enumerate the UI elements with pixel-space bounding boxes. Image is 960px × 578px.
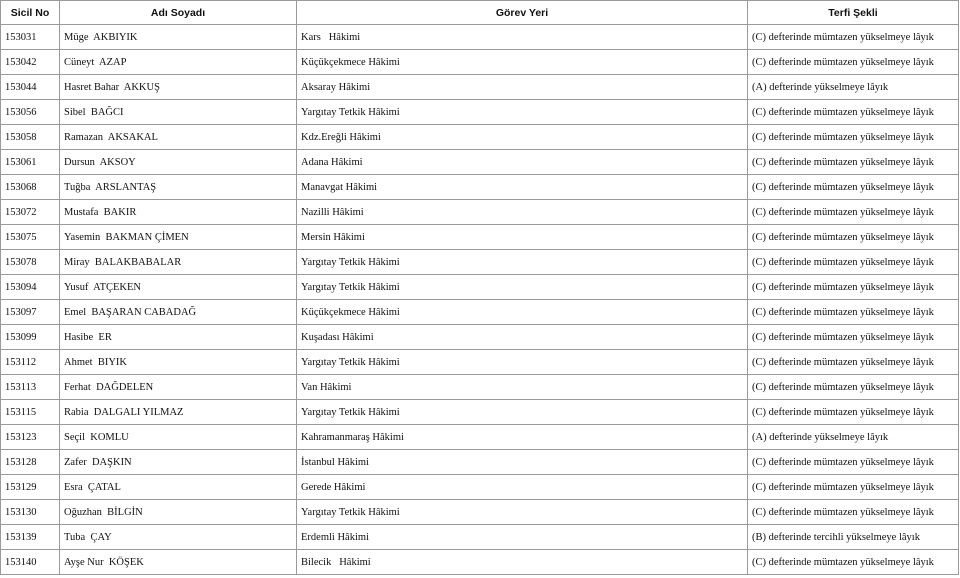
table-row xyxy=(1,25,959,50)
table-row xyxy=(1,400,959,425)
table-row xyxy=(1,100,959,125)
cell-name: Zafer DAŞKIN xyxy=(60,450,297,475)
cell-terfi-sekli: (C) defterinde mümtazen yükselmeye lâyık xyxy=(748,500,959,525)
cell-name: Sibel BAĞCI xyxy=(60,100,297,125)
cell-terfi-sekli: (C) defterinde mümtazen yükselmeye lâyık xyxy=(748,250,959,275)
cell-sicil-no: 153140 xyxy=(1,550,60,575)
cell-gorev-yeri: Küçükçekmece Hâkimi xyxy=(297,300,748,325)
table-row xyxy=(1,175,959,200)
table-row xyxy=(1,375,959,400)
cell-gorev-yeri: Kars Hâkimi xyxy=(297,25,748,50)
table-row xyxy=(1,200,959,225)
table-header xyxy=(1,1,959,25)
cell-terfi-sekli: (C) defterinde mümtazen yükselmeye lâyık xyxy=(748,225,959,250)
cell-name: Ahmet BIYIK xyxy=(60,350,297,375)
cell-gorev-yeri: Küçükçekmece Hâkimi xyxy=(297,50,748,75)
cell-name: Müge AKBIYIK xyxy=(60,25,297,50)
cell-gorev-yeri: Yargıtay Tetkik Hâkimi xyxy=(297,400,748,425)
table-row xyxy=(1,525,959,550)
table-row xyxy=(1,475,959,500)
cell-terfi-sekli: (C) defterinde mümtazen yükselmeye lâyık xyxy=(748,125,959,150)
cell-terfi-sekli: (C) defterinde mümtazen yükselmeye lâyık xyxy=(748,300,959,325)
cell-gorev-yeri: Yargıtay Tetkik Hâkimi xyxy=(297,500,748,525)
cell-name: Seçil KOMLU xyxy=(60,425,297,450)
cell-sicil-no: 153075 xyxy=(1,225,60,250)
cell-gorev-yeri: Van Hâkimi xyxy=(297,375,748,400)
table-row xyxy=(1,300,959,325)
header-terfi-sekli: Terfi Şekli xyxy=(748,1,959,25)
cell-terfi-sekli: (C) defterinde mümtazen yükselmeye lâyık xyxy=(748,150,959,175)
cell-sicil-no: 153129 xyxy=(1,475,60,500)
table-row xyxy=(1,50,959,75)
cell-name: Tuba ÇAY xyxy=(60,525,297,550)
cell-terfi-sekli: (C) defterinde mümtazen yükselmeye lâyık xyxy=(748,375,959,400)
cell-terfi-sekli: (C) defterinde mümtazen yükselmeye lâyık xyxy=(748,550,959,575)
cell-gorev-yeri: Yargıtay Tetkik Hâkimi xyxy=(297,100,748,125)
cell-gorev-yeri: Manavgat Hâkimi xyxy=(297,175,748,200)
cell-sicil-no: 153072 xyxy=(1,200,60,225)
cell-terfi-sekli: (C) defterinde mümtazen yükselmeye lâyık xyxy=(748,400,959,425)
table-row xyxy=(1,425,959,450)
cell-gorev-yeri: Gerede Hâkimi xyxy=(297,475,748,500)
table-row xyxy=(1,550,959,575)
cell-name: Ayşe Nur KÖŞEK xyxy=(60,550,297,575)
cell-terfi-sekli: (C) defterinde mümtazen yükselmeye lâyık xyxy=(748,475,959,500)
cell-sicil-no: 153061 xyxy=(1,150,60,175)
cell-gorev-yeri: Erdemli Hâkimi xyxy=(297,525,748,550)
cell-gorev-yeri: Yargıtay Tetkik Hâkimi xyxy=(297,350,748,375)
cell-name: Cüneyt AZAP xyxy=(60,50,297,75)
cell-name: Emel BAŞARAN CABADAĞ xyxy=(60,300,297,325)
cell-terfi-sekli: (A) defterinde yükselmeye lâyık xyxy=(748,75,959,100)
cell-name: Mustafa BAKIR xyxy=(60,200,297,225)
header-row xyxy=(1,1,959,25)
table-row xyxy=(1,250,959,275)
cell-name: Ramazan AKSAKAL xyxy=(60,125,297,150)
cell-sicil-no: 153123 xyxy=(1,425,60,450)
cell-sicil-no: 153042 xyxy=(1,50,60,75)
cell-name: Hasibe ER xyxy=(60,325,297,350)
cell-terfi-sekli: (C) defterinde mümtazen yükselmeye lâyık xyxy=(748,50,959,75)
cell-name: Tuğba ARSLANTAŞ xyxy=(60,175,297,200)
cell-gorev-yeri: Aksaray Hâkimi xyxy=(297,75,748,100)
table-row xyxy=(1,450,959,475)
cell-gorev-yeri: Kdz.Ereğli Hâkimi xyxy=(297,125,748,150)
cell-terfi-sekli: (A) defterinde yükselmeye lâyık xyxy=(748,425,959,450)
cell-terfi-sekli: (C) defterinde mümtazen yükselmeye lâyık xyxy=(748,100,959,125)
cell-sicil-no: 153130 xyxy=(1,500,60,525)
cell-sicil-no: 153044 xyxy=(1,75,60,100)
cell-sicil-no: 153094 xyxy=(1,275,60,300)
cell-sicil-no: 153068 xyxy=(1,175,60,200)
cell-gorev-yeri: Nazilli Hâkimi xyxy=(297,200,748,225)
cell-terfi-sekli: (C) defterinde mümtazen yükselmeye lâyık xyxy=(748,200,959,225)
cell-name: Hasret Bahar AKKUŞ xyxy=(60,75,297,100)
cell-sicil-no: 153056 xyxy=(1,100,60,125)
table-row xyxy=(1,350,959,375)
cell-name: Dursun AKSOY xyxy=(60,150,297,175)
header-name: Adı Soyadı xyxy=(60,1,297,25)
cell-sicil-no: 153139 xyxy=(1,525,60,550)
cell-terfi-sekli: (B) defterinde tercihli yükselmeye lâyık xyxy=(748,525,959,550)
cell-sicil-no: 153112 xyxy=(1,350,60,375)
cell-sicil-no: 153115 xyxy=(1,400,60,425)
table-row xyxy=(1,500,959,525)
cell-terfi-sekli: (C) defterinde mümtazen yükselmeye lâyık xyxy=(748,25,959,50)
cell-terfi-sekli: (C) defterinde mümtazen yükselmeye lâyık xyxy=(748,175,959,200)
cell-sicil-no: 153099 xyxy=(1,325,60,350)
cell-sicil-no: 153113 xyxy=(1,375,60,400)
cell-gorev-yeri: Yargıtay Tetkik Hâkimi xyxy=(297,275,748,300)
cell-name: Yusuf ATÇEKEN xyxy=(60,275,297,300)
cell-gorev-yeri: Kuşadası Hâkimi xyxy=(297,325,748,350)
cell-name: Miray BALAKBABALAR xyxy=(60,250,297,275)
cell-name: Oğuzhan BİLGİN xyxy=(60,500,297,525)
cell-gorev-yeri: Mersin Hâkimi xyxy=(297,225,748,250)
cell-sicil-no: 153078 xyxy=(1,250,60,275)
cell-sicil-no: 153058 xyxy=(1,125,60,150)
table-row xyxy=(1,275,959,300)
cell-gorev-yeri: Kahramanmaraş Hâkimi xyxy=(297,425,748,450)
table-row xyxy=(1,325,959,350)
cell-gorev-yeri: Bilecik Hâkimi xyxy=(297,550,748,575)
cell-name: Yasemin BAKMAN ÇİMEN xyxy=(60,225,297,250)
cell-sicil-no: 153097 xyxy=(1,300,60,325)
cell-name: Esra ÇATAL xyxy=(60,475,297,500)
cell-terfi-sekli: (C) defterinde mümtazen yükselmeye lâyık xyxy=(748,275,959,300)
cell-terfi-sekli: (C) defterinde mümtazen yükselmeye lâyık xyxy=(748,325,959,350)
table-row xyxy=(1,125,959,150)
header-sicil-no: Sicil No xyxy=(1,1,60,25)
cell-sicil-no: 153031 xyxy=(1,25,60,50)
cell-terfi-sekli: (C) defterinde mümtazen yükselmeye lâyık xyxy=(748,450,959,475)
table-body xyxy=(1,25,959,575)
cell-gorev-yeri: Adana Hâkimi xyxy=(297,150,748,175)
cell-name: Ferhat DAĞDELEN xyxy=(60,375,297,400)
cell-gorev-yeri: İstanbul Hâkimi xyxy=(297,450,748,475)
header-gorev-yeri: Görev Yeri xyxy=(297,1,748,25)
cell-gorev-yeri: Yargıtay Tetkik Hâkimi xyxy=(297,250,748,275)
cell-terfi-sekli: (C) defterinde mümtazen yükselmeye lâyık xyxy=(748,350,959,375)
table-row xyxy=(1,75,959,100)
table-row xyxy=(1,150,959,175)
cell-sicil-no: 153128 xyxy=(1,450,60,475)
cell-name: Rabia DALGALI YILMAZ xyxy=(60,400,297,425)
table-row xyxy=(1,225,959,250)
